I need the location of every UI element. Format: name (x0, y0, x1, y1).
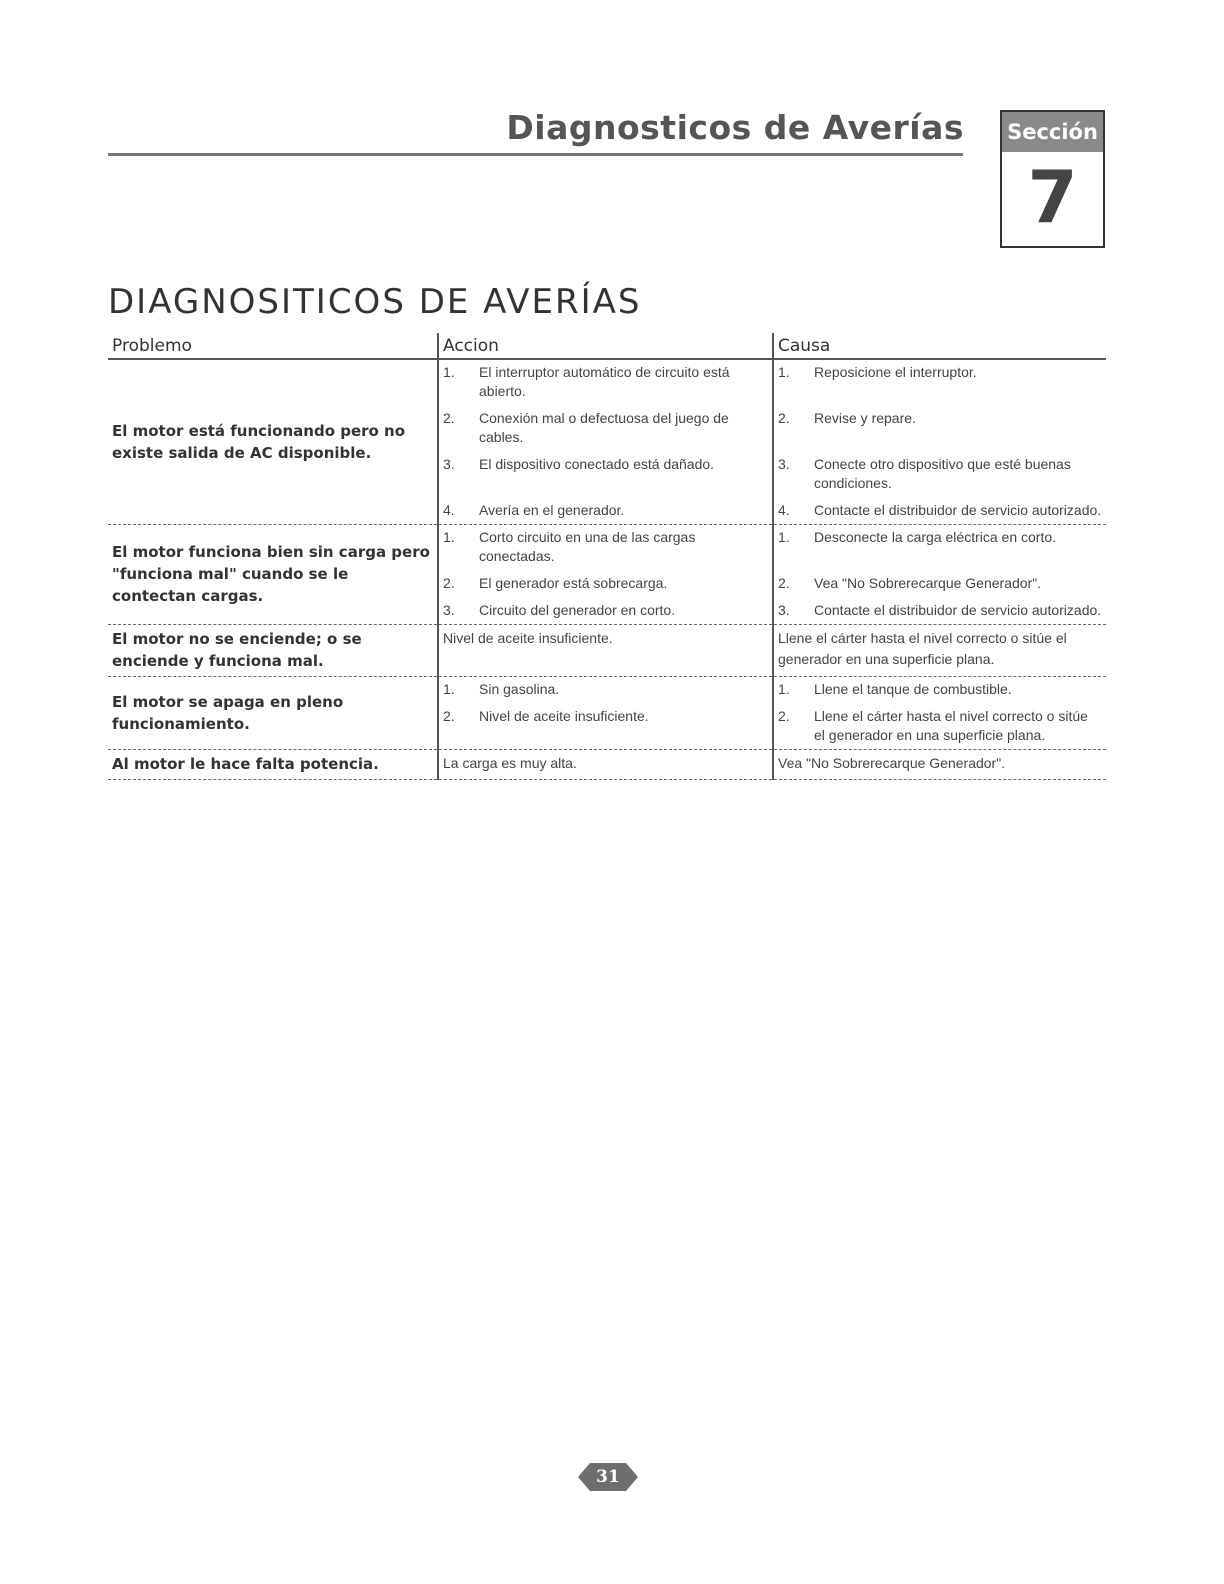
action-cell: La carga es muy alta. (438, 750, 773, 780)
action-cell (438, 525, 773, 625)
list-item: 2. Conexión mal o defectuosa del juego de cables. (443, 410, 729, 445)
list-item: 2. El generador está sobrecarga. (443, 575, 668, 591)
column-header-cause: Causa (773, 333, 1106, 359)
section-badge (1000, 110, 1105, 248)
problem-cell: El motor está funcionando pero no existe salida de AC disponible. (108, 359, 438, 525)
cause-cell: Llene el cárter hasta el nivel correcto o sitúe el generador en una superficie plana. (773, 625, 1106, 677)
table-header-row (108, 333, 1106, 359)
list-item: 2. Nivel de aceite insuficiente. (443, 708, 649, 724)
page-header-title: Diagnosticos de Averías (506, 108, 964, 147)
list-item: 1. El interruptor automático de circuito está abierto. (443, 364, 730, 399)
list-item: 1. Desconecte la carga eléctrica en corto. (778, 529, 1057, 545)
list-item: 2. Llene el cárter hasta el nivel correcto o sitúe el generador en una superficie plana. (778, 708, 1088, 743)
action-cell (438, 677, 773, 750)
page-heading: DIAGNOSITICOS DE AVERÍAS (108, 282, 642, 322)
list-item: 3. Contacte el distribuidor de servicio autorizado. (778, 602, 1102, 618)
cause-cell (773, 359, 1106, 525)
list-item: 1. Llene el tanque de combustible. (778, 681, 1012, 697)
list-item: 4. Contacte el distribuidor de servicio autorizado. (778, 502, 1102, 518)
column-header-problem: Problemo (108, 333, 438, 359)
action-cell (438, 359, 773, 525)
cause-cell (773, 677, 1106, 750)
problem-cell: Al motor le hace falta potencia. (108, 750, 438, 780)
page-number: 31 (596, 1467, 620, 1487)
problem-cell: El motor se apaga en pleno funcionamiento. (108, 677, 438, 750)
list-item: 4. Avería en el generador. (443, 502, 625, 518)
list-item: 3. Circuito del generador en corto. (443, 602, 676, 618)
list-item: 1. Corto circuito en una de las cargas conectadas. (443, 529, 696, 564)
header-rule (108, 153, 963, 156)
table-row (108, 750, 1106, 780)
page-number-badge (578, 1459, 638, 1495)
table-row (108, 525, 1106, 625)
problem-cell: El motor funciona bien sin carga pero "funciona mal" cuando se le contectan cargas. (108, 525, 438, 625)
list-item: 3. El dispositivo conectado está dañado. (443, 456, 715, 472)
troubleshooting-table (108, 333, 1106, 780)
list-item: 2. Revise y repare. (778, 410, 916, 426)
section-number: 7 (1027, 155, 1078, 239)
cause-cell (773, 525, 1106, 625)
table-row (108, 625, 1106, 677)
list-item: 2. Vea "No Sobrerecarque Generador". (778, 575, 1042, 591)
column-header-action: Accion (438, 333, 773, 359)
list-item: 3. Conecte otro dispositivo que esté buenas condiciones. (778, 456, 1071, 491)
section-label: Sección (1002, 112, 1103, 152)
problem-cell: El motor no se enciende; o se enciende y funciona mal. (108, 625, 438, 677)
list-item: 1. Sin gasolina. (443, 681, 560, 697)
table-row (108, 359, 1106, 525)
action-cell: Nivel de aceite insuficiente. (438, 625, 773, 677)
list-item: 1. Reposicione el interruptor. (778, 364, 977, 380)
table-row (108, 677, 1106, 750)
cause-cell: Vea "No Sobrerecarque Generador". (773, 750, 1106, 780)
